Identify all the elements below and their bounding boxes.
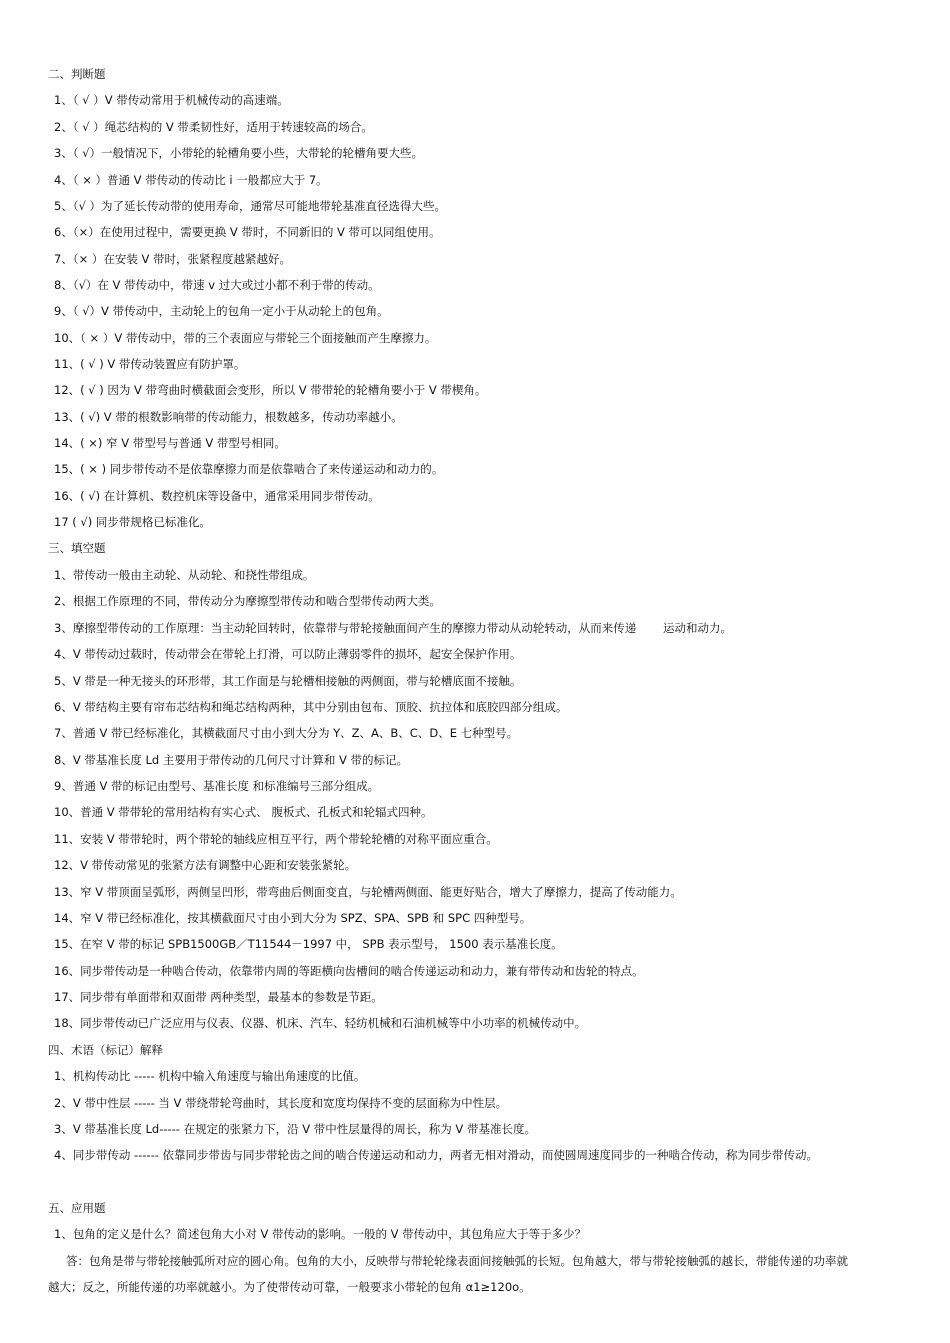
apply-question-1: 1、包角的定义是什么？简述包角大小对 V 带传动的影响。一般的 V 带传动中，其包角应大于等于多少？: [54, 1227, 587, 1241]
fill-item-3: 3、摩擦型带传动的工作原理：当主动轮回转时，依靠带与带轮接触面间产生的摩擦力带动从动轮转动，从而来传递 运动和动力。: [54, 621, 732, 635]
fill-item-12: 12、V 带传动常见的张紧方法有调整中心距和安装张紧轮。: [54, 858, 357, 872]
judge-item-5: 5、（√ ）为了延长传动带的使用寿命，通常尽可能地带轮基准直径选得大些。: [54, 199, 447, 213]
fill-item-16: 16、同步带传动是一种啮合传动，依靠带内周的等距横向齿槽间的啮合传递运动和动力，兼有带传动和齿轮的特点。: [54, 964, 644, 978]
judge-item-3: 3、（ √）一般情况下，小带轮的轮槽角要小些，大带轮的轮槽角要大些。: [54, 146, 424, 160]
fill-item-7: 7、普通 V 带已经标准化，其横截面尺寸由小到大分为 Y、Z、A、B、C、D、E 七种型号。: [54, 726, 519, 740]
judge-item-17: 17 ( √) 同步带规格已标准化。: [54, 515, 211, 529]
judge-item-12: 12、( √ ) 因为 V 带弯曲时横截面会变形，所以 V 带带轮的轮槽角要小于 V 带楔角。: [54, 383, 487, 397]
term-item-1: 1、机构传动比 ----- 机构中输入角速度与输出角速度的比值。: [54, 1069, 366, 1083]
section-title-fill: 三、填空题: [48, 541, 106, 555]
section-title-apply: 五、应用题: [48, 1201, 106, 1215]
judge-item-10: 10、（ × ）V 带传动中，带的三个表面应与带轮三个面接触而产生摩擦力。: [54, 331, 437, 345]
judge-item-15: 15、( × ) 同步带传动不是依靠摩擦力而是依靠啮合了来传递运动和动力的。: [54, 462, 444, 476]
fill-item-1: 1、带传动一般由主动轮、从动轮、和挠性带组成。: [54, 568, 315, 582]
judge-item-9: 9、（ √）V 带传动中，主动轮上的包角一定小于从动轮上的包角。: [54, 304, 389, 318]
judge-item-4: 4、（ × ）普通 V 带传动的传动比 i 一般都应大于 7。: [54, 173, 328, 187]
fill-item-17: 17、同步带有单面带和双面带 两种类型，最基本的参数是节距。: [54, 990, 383, 1004]
fill-item-18: 18、同步带传动已广泛应用与仪表、仪器、机床、汽车、轻纺机械和石油机械等中小功率的机械传动中。: [54, 1016, 587, 1030]
judge-item-16: 16、( √) 在计算机、数控机床等设备中，通常采用同步带传动。: [54, 489, 380, 503]
term-item-2: 2、V 带中性层 ----- 当 V 带绕带轮弯曲时，其长度和宽度均保持不变的层面称为中性层。: [54, 1096, 508, 1110]
fill-item-2: 2、根据工作原理的不同，带传动分为摩擦型带传动和啮合型带传动两大类。: [54, 594, 441, 608]
judge-item-13: 13、( √) V 带的根数影响带的传动能力，根数越多，传动功率越小。: [54, 410, 403, 424]
term-item-4: 4、同步带传动 ------ 依靠同步带齿与同步带轮齿之间的啮合传递运动和动力，两者无相对滑动，而使圆周速度同步的一种啮合传动，称为同步带传动。: [54, 1148, 819, 1162]
fill-item-15: 15、在窄 V 带的标记 SPB1500GB／T11544－1997 中， SPB 表示型号， 1500 表示基准长度。: [54, 937, 563, 951]
judge-item-8: 8、（√）在 V 带传动中，带速 v 过大或过小都不利于带的传动。: [54, 278, 380, 292]
judge-item-11: 11、( √ ) V 带传动装置应有防护罩。: [54, 357, 246, 371]
section-title-terms: 四、术语（标记）解释: [48, 1043, 163, 1057]
judge-item-7: 7、（× ）在安装 V 带时，张紧程度越紧越好。: [54, 252, 292, 266]
fill-item-6: 6、V 带结构主要有帘布芯结构和绳芯结构两种，其中分别由包布、顶胶、抗拉体和底胶四部分组成。: [54, 700, 568, 714]
fill-item-8: 8、V 带基准长度 Ld 主要用于带传动的几何尺寸计算和 V 带的标记。: [54, 753, 409, 767]
judge-item-2: 2、（ √ ）绳芯结构的 V 带柔韧性好，适用于转速较高的场合。: [54, 120, 373, 134]
fill-item-14: 14、窄 V 带已经标准化，按其横截面尺寸由小到大分为 SPZ、SPA、SPB 和 SPC 四种型号。: [54, 911, 532, 925]
judge-item-6: 6、（×）在使用过程中，需要更换 V 带时，不同新旧的 V 带可以同组使用。: [54, 225, 441, 239]
fill-item-11: 11、安装 V 带带轮时，两个带轮的轴线应相互平行，两个带轮轮槽的对称平面应重合。: [54, 832, 498, 846]
fill-item-10: 10、普通 V 带带轮的常用结构有实心式、 腹板式、孔板式和轮辐式四种。: [54, 805, 433, 819]
fill-item-9: 9、普通 V 带的标记由型号、基准长度 和标准编号三部分组成。: [54, 779, 380, 793]
fill-item-5: 5、V 带是一种无接头的环形带，其工作面是与轮槽相接触的两侧面，带与轮槽底面不接触。: [54, 674, 522, 688]
apply-answer-1: 答：包角是带与带轮接触弧所对应的圆心角。包角的大小，反映带与带轮轮缘表面间接触弧的长短。包角越大，带与带轮接触弧的越长，带能传递的功率就越大；反之，所能传递的功率就越小。为了使带传动可靠，一般要求小带轮的包角 α1≥120o。: [48, 1254, 848, 1294]
fill-item-4: 4、V 带传动过载时，传动带会在带轮上打滑，可以防止薄弱零件的损坏，起安全保护作用。: [54, 647, 522, 661]
term-item-3: 3、V 带基准长度 Ld----- 在规定的张紧力下，沿 V 带中性层量得的周长，称为 V 带基准长度。: [54, 1122, 536, 1136]
section-title-judge: 二、判断题: [48, 67, 106, 81]
judge-item-1: 1、（ √ ）V 带传动常用于机械传动的高速端。: [54, 93, 289, 107]
fill-item-13: 13、窄 V 带顶面呈弧形，两侧呈凹形，带弯曲后侧面变直，与轮槽两侧面、能更好贴合，增大了摩擦力，提高了传动能力。: [54, 885, 682, 899]
judge-item-14: 14、( ×) 窄 V 带型号与普通 V 带型号相同。: [54, 436, 286, 450]
